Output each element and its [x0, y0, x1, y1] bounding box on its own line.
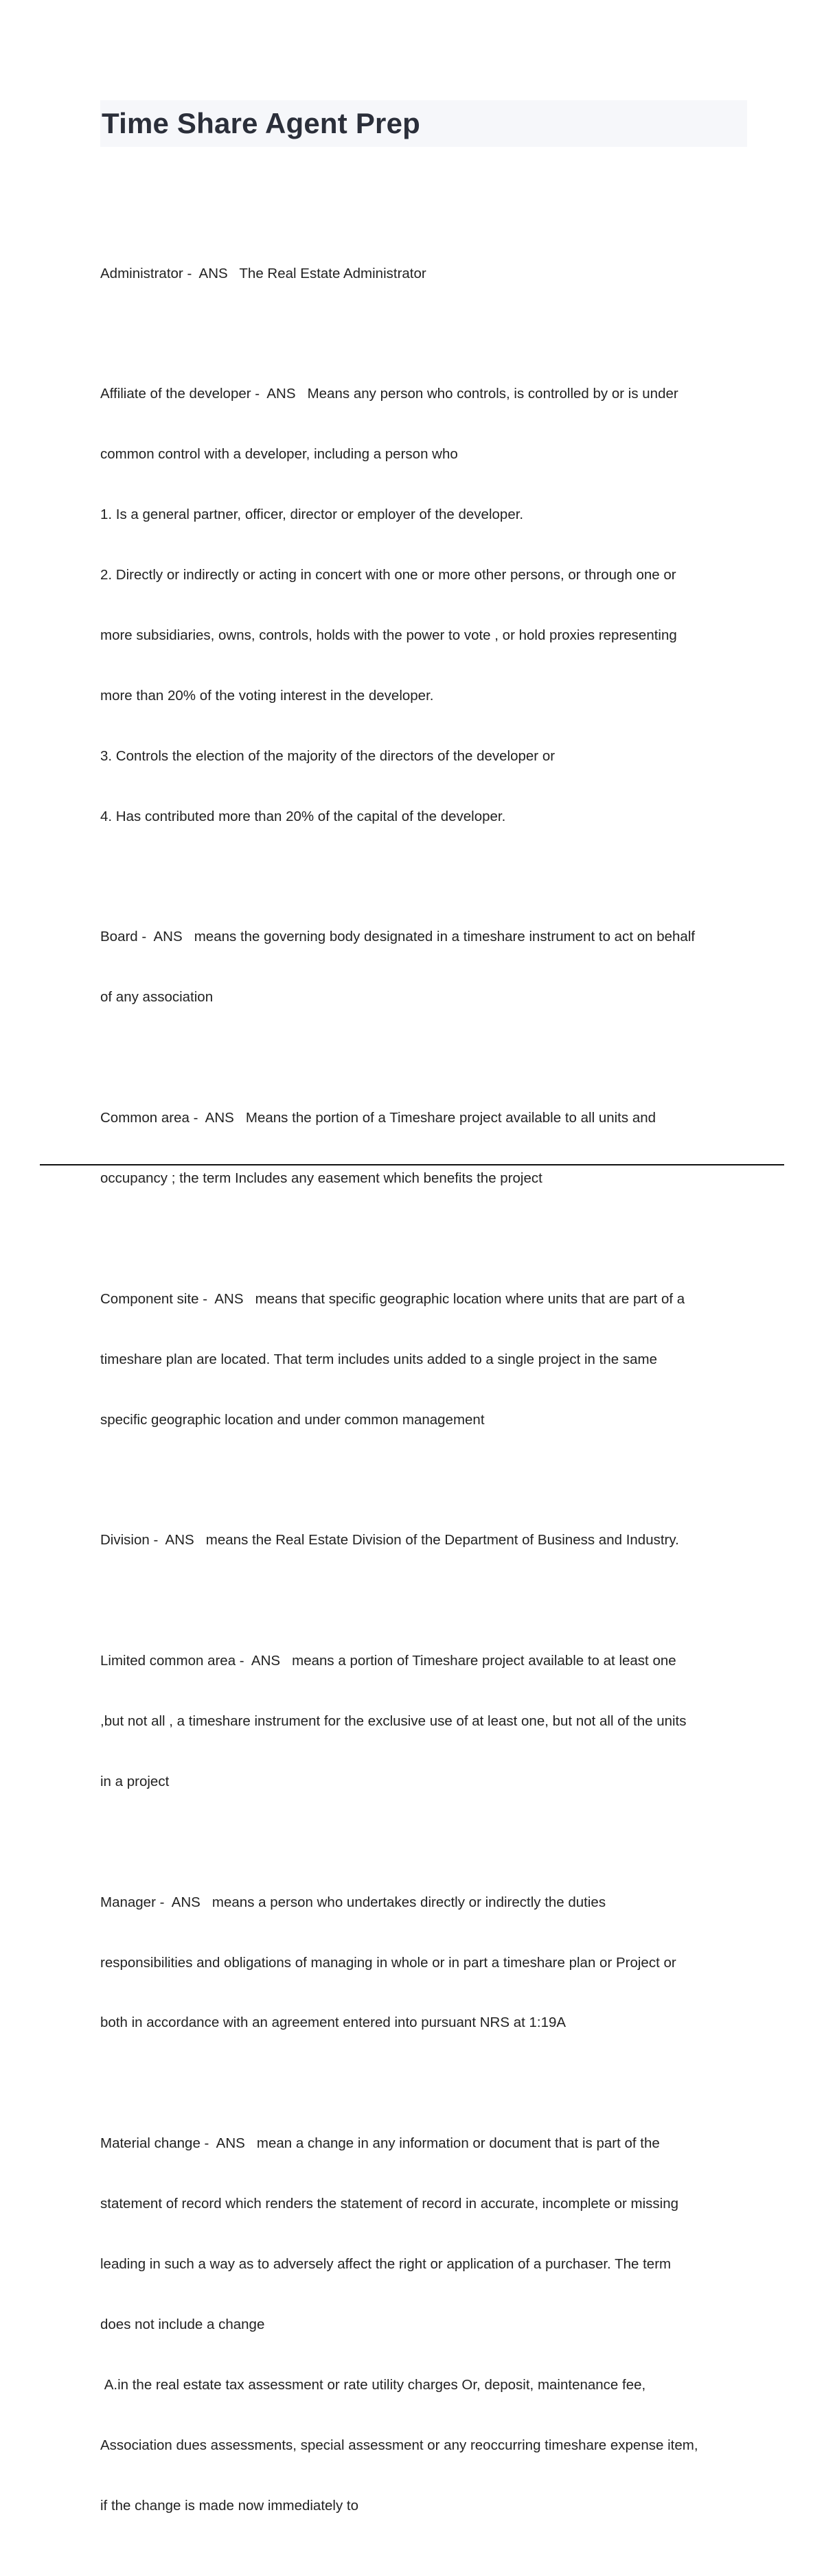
entry-line: A.in the real estate tax assessment or rate utility charges Or, deposit, maintenance fee, [100, 2376, 646, 2393]
entry-affiliate-of-the-developer [100, 344, 753, 867]
entry-line: leading in such a way as to adversely affect the right or application of a purchaser. The term [100, 2255, 672, 2272]
entry-board [100, 887, 753, 1047]
entry-line: occupancy ; the term Includes any easement which benefits the project [100, 1170, 542, 1186]
document-title: Time Share Agent Prep [102, 107, 421, 139]
entry-line: ,but not all , a timeshare instrument for the exclusive use of at least one, but not all of the units [100, 1713, 687, 1729]
entry-line: 1. Is a general partner, officer, director or employer of the developer. [100, 507, 524, 523]
entry-limited-common-area [100, 1610, 753, 1831]
entry-line: Administrator - ANS The Real Estate Administrator [100, 265, 426, 281]
entry-line: 3. Controls the election of the majority of the directors of the developer or [100, 747, 556, 764]
entry-line: Component site - ANS means that specific geographic location where units that are part of a [100, 1290, 685, 1307]
entry-line: Board - ANS means the governing body designated in a timeshare instrument to act on behalf [100, 929, 696, 945]
entry-line: if the change is made now immediately to [100, 2497, 359, 2514]
entry-manager [100, 1852, 753, 2073]
entry-line: 2. Directly or indirectly or acting in concert with one or more other persons, or through one or [100, 567, 676, 583]
entry-line: statement of record which renders the statement of record in accurate, incomplete or missing [100, 2196, 679, 2212]
footer-divider [40, 1164, 784, 1165]
entry-line: of any association [100, 989, 214, 1006]
entry-line: Material change - ANS mean a change in any information or document that is part of the [100, 2135, 660, 2152]
title-banner [100, 100, 747, 147]
entry-administrator [100, 223, 753, 323]
entry-line: timeshare plan are located. That term includes units added to a single project in the same [100, 1351, 657, 1367]
entry-line: common control with a developer, including a person who [100, 446, 458, 463]
entry-material-change [100, 2093, 753, 2556]
entry-component-site [100, 1249, 753, 1470]
entry-common-area [100, 1067, 753, 1228]
entry-line: Manager - ANS means a person who undertakes directly or indirectly the duties [100, 1894, 606, 1910]
entry-line: 4. Has contributed more than 20% of the capital of the developer. [100, 808, 506, 824]
entry-line: Affiliate of the developer - ANS Means any person who controls, is controlled by or is under [100, 386, 678, 402]
entry-line: both in accordance with an agreement entered into pursuant NRS at 1:19A [100, 2015, 566, 2031]
entry-line: more than 20% of the voting interest in the developer. [100, 687, 434, 704]
glossary-content [100, 223, 753, 2576]
entry-line: specific geographic location and under common management [100, 1411, 485, 1428]
entry-line: in a project [100, 1773, 170, 1789]
entry-line: does not include a change [100, 2316, 265, 2332]
entry-line: responsibilities and obligations of managing in whole or in part a timeshare plan or Project or [100, 1954, 676, 1971]
entry-division [100, 1490, 753, 1590]
entry-line: Common area - ANS Means the portion of a Timeshare project available to all units and [100, 1110, 656, 1126]
entry-line: Division - ANS means the Real Estate Division of the Department of Business and Industry. [100, 1532, 679, 1548]
entry-line: Association dues assessments, special assessment or any reoccurring timeshare expense item, [100, 2437, 698, 2453]
entry-line: Limited common area - ANS means a portion of Timeshare project available to at least one [100, 1653, 676, 1669]
entry-line: more subsidiaries, owns, controls, holds with the power to vote , or hold proxies representing [100, 627, 677, 643]
